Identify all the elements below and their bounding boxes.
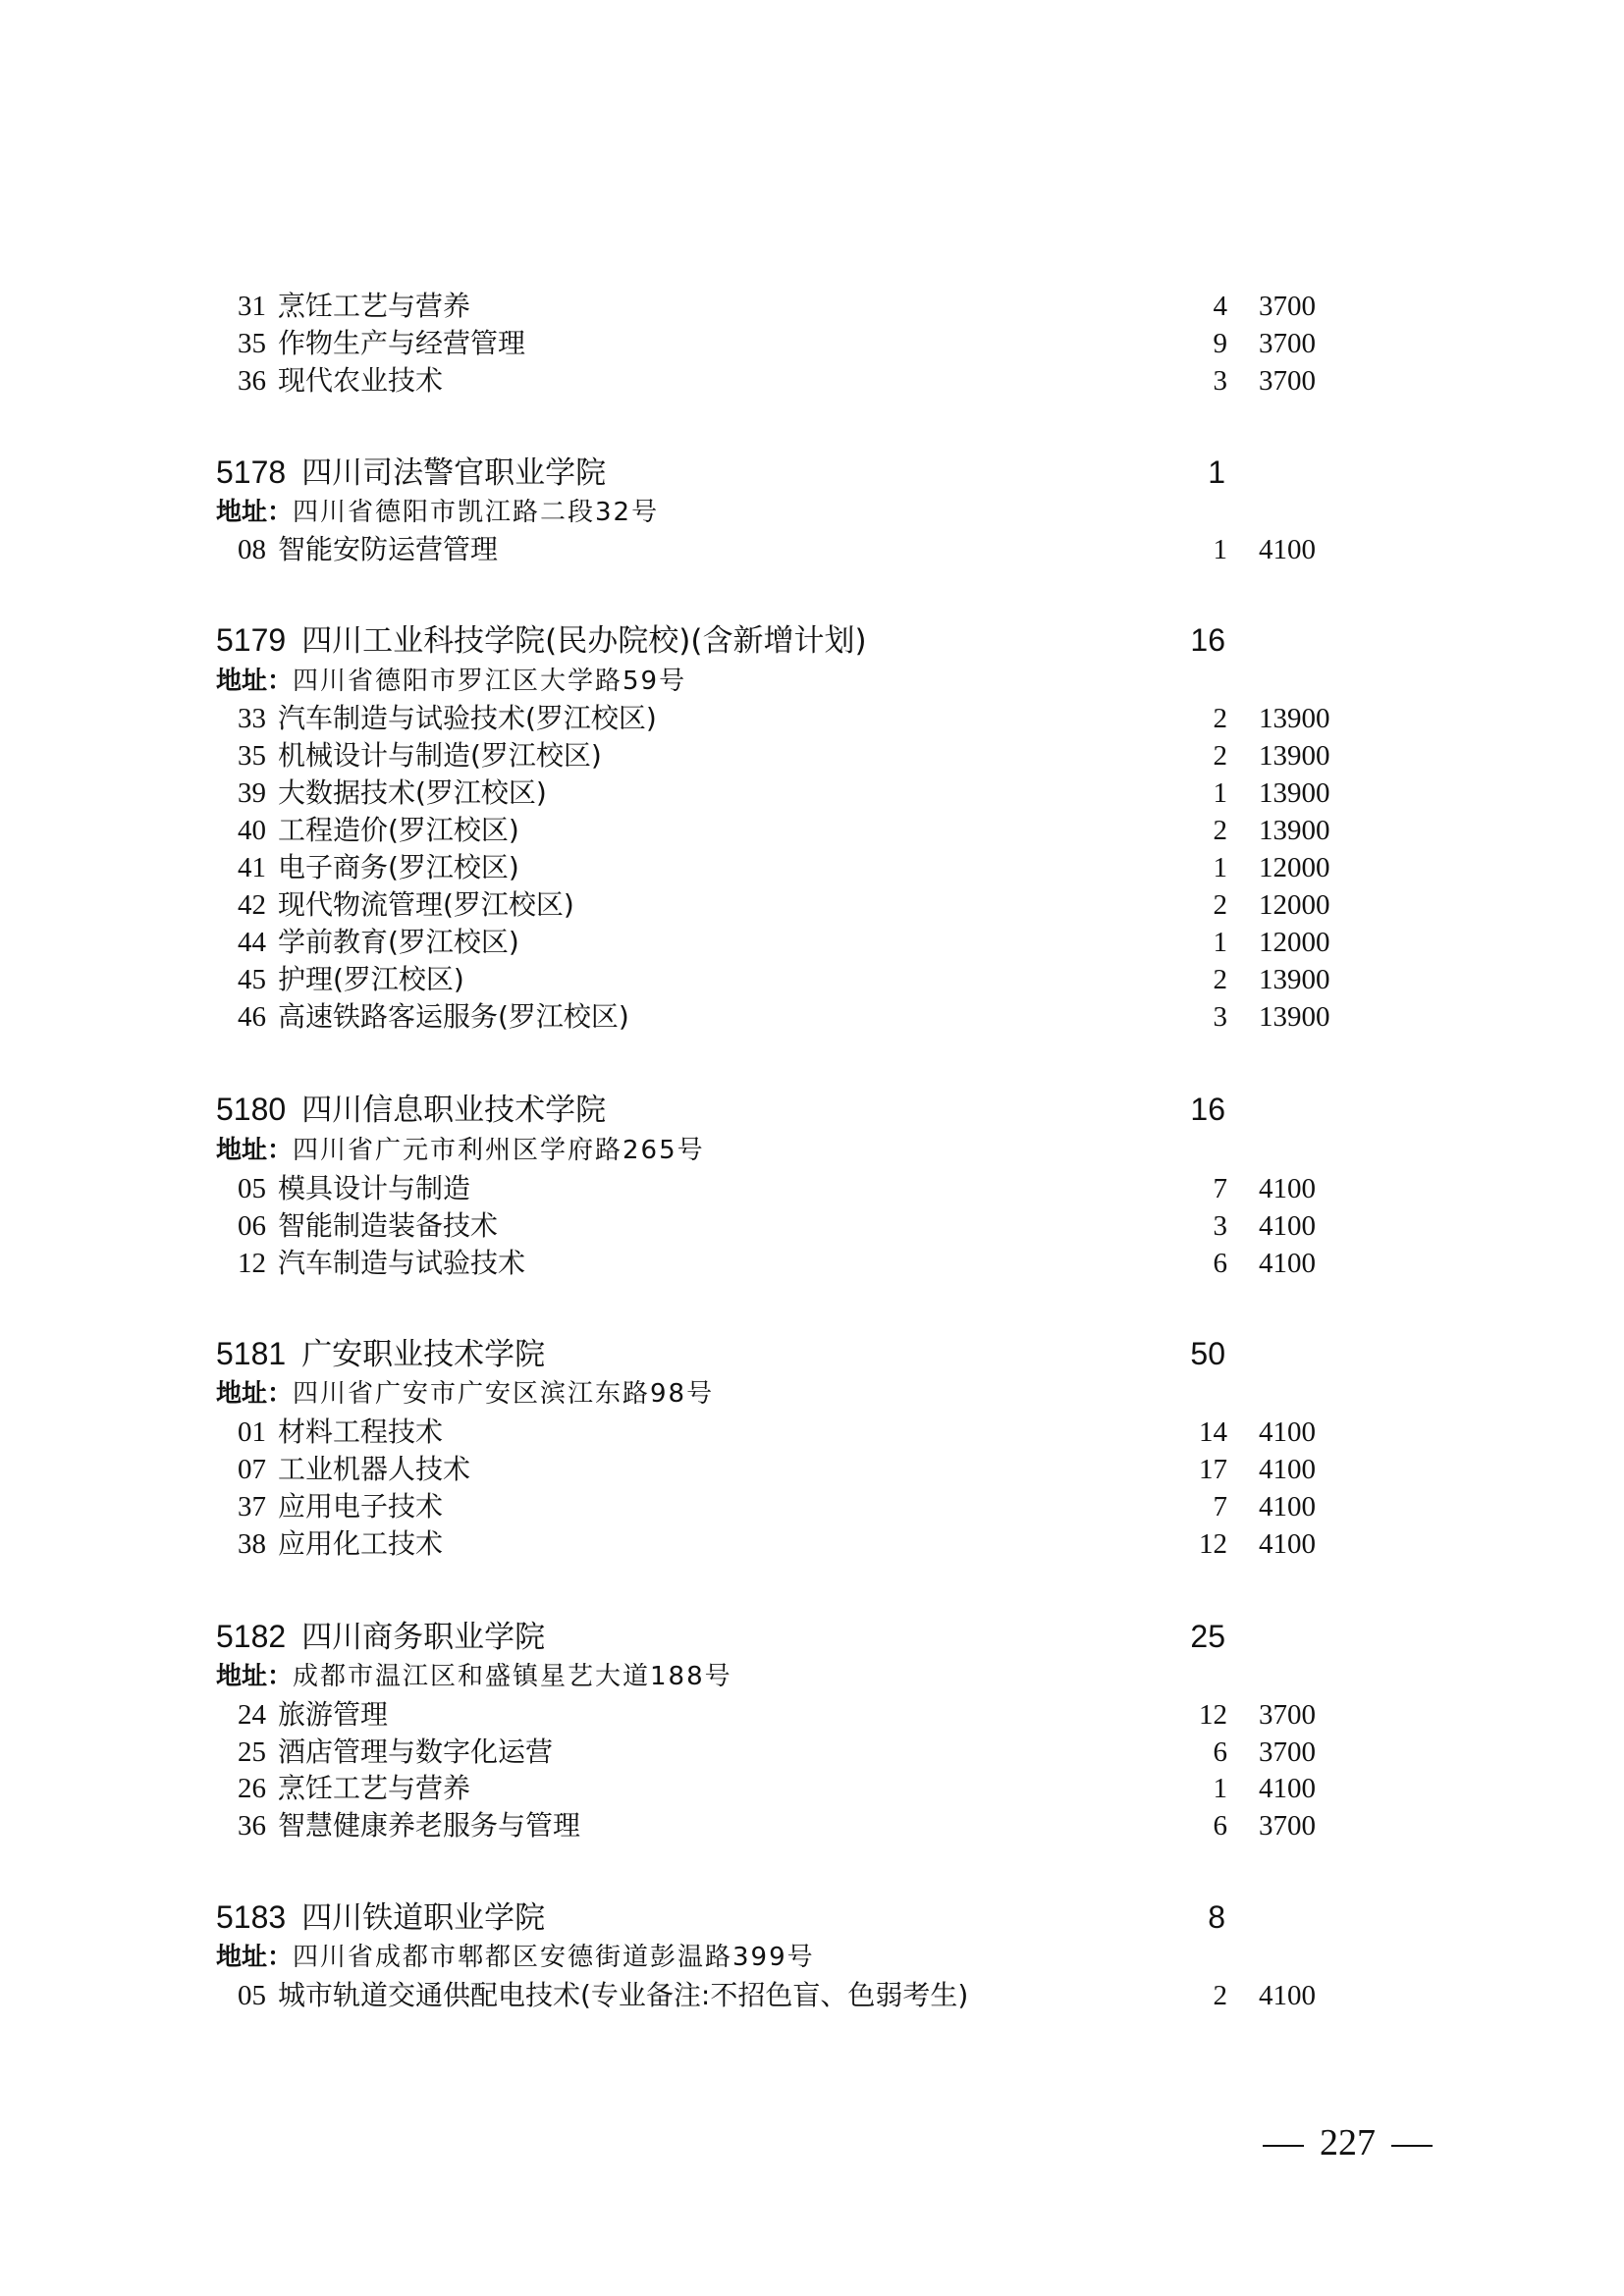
major-quota: 17	[1199, 1454, 1227, 1485]
major-code: 35	[238, 328, 266, 359]
major-code: 01	[238, 1416, 266, 1448]
major-name: 烹饪工艺与营养	[278, 1772, 471, 1804]
major-row	[0, 812, 1624, 849]
major-fee: 3700	[1259, 1736, 1316, 1768]
major-code: 40	[238, 815, 266, 846]
major-name: 材料工程技术	[278, 1415, 444, 1448]
major-name: 模具设计与制造	[278, 1172, 471, 1204]
major-row	[0, 998, 1624, 1036]
major-row	[0, 886, 1624, 924]
major-fee: 12000	[1259, 852, 1330, 883]
major-row	[0, 1977, 1624, 2014]
major-quota: 7	[1213, 1173, 1227, 1204]
major-fee: 13900	[1259, 777, 1330, 809]
major-row	[0, 1696, 1624, 1734]
major-row	[0, 1734, 1624, 1771]
school-code: 5181	[216, 1336, 287, 1371]
school-total: 16	[1190, 1092, 1225, 1127]
major-quota: 1	[1213, 852, 1227, 883]
school-code: 5182	[216, 1619, 287, 1654]
school-heading	[216, 1088, 606, 1131]
major-fee: 12000	[1259, 927, 1330, 958]
major-fee: 13900	[1259, 964, 1330, 995]
school-total: 25	[1190, 1619, 1225, 1654]
major-quota: 1	[1213, 777, 1227, 809]
dash-left	[1263, 2145, 1304, 2147]
major-quota: 6	[1213, 1810, 1227, 1842]
major-row	[0, 1414, 1624, 1451]
school-address	[216, 1375, 714, 1413]
major-quota: 4	[1213, 291, 1227, 322]
school-address	[216, 494, 659, 531]
school-heading	[216, 1332, 545, 1375]
major-fee: 12000	[1259, 889, 1330, 921]
school-total: 8	[1208, 1899, 1225, 1935]
major-code: 24	[238, 1699, 266, 1731]
major-row	[0, 1525, 1624, 1563]
school-name: 四川商务职业学院	[301, 1620, 546, 1655]
major-name: 汽车制造与试验技术(罗江校区)	[278, 702, 657, 734]
major-name: 汽车制造与试验技术	[278, 1247, 526, 1279]
major-quota: 3	[1213, 365, 1227, 397]
major-row	[0, 700, 1624, 737]
major-code: 33	[238, 703, 266, 734]
page-number-text: 227	[1320, 2122, 1376, 2163]
major-code: 05	[238, 1980, 266, 2011]
major-quota: 3	[1213, 1210, 1227, 1242]
major-fee: 4100	[1259, 1491, 1316, 1522]
major-quota: 12	[1199, 1699, 1227, 1731]
address-label: 地址：	[216, 1943, 294, 1972]
major-fee: 4100	[1259, 1248, 1316, 1279]
major-code: 38	[238, 1528, 266, 1560]
major-fee: 13900	[1259, 740, 1330, 772]
school-total: 16	[1190, 622, 1225, 658]
major-code: 46	[238, 1001, 266, 1033]
address-text: 四川省德阳市罗江区大学路59号	[293, 667, 687, 696]
major-row	[0, 531, 1624, 568]
major-row	[0, 924, 1624, 961]
major-name: 应用化工技术	[278, 1527, 444, 1560]
major-name: 城市轨道交通供配电技术(专业备注:不招色盲、色弱考生)	[278, 1979, 969, 2011]
major-fee: 4100	[1259, 1773, 1316, 1804]
school-code: 5179	[216, 622, 287, 658]
major-code: 08	[238, 534, 266, 565]
major-code: 39	[238, 777, 266, 809]
dash-right	[1391, 2145, 1433, 2147]
major-row	[0, 737, 1624, 774]
major-name: 智能安防运营管理	[278, 533, 499, 565]
major-code: 37	[238, 1491, 266, 1522]
major-row	[0, 1170, 1624, 1207]
major-name: 工业机器人技术	[278, 1453, 471, 1485]
major-fee: 3700	[1259, 1810, 1316, 1842]
major-fee: 4100	[1259, 1528, 1316, 1560]
major-quota: 14	[1199, 1416, 1227, 1448]
major-row	[0, 774, 1624, 812]
major-code: 25	[238, 1736, 266, 1768]
major-quota: 2	[1213, 964, 1227, 995]
address-label: 地址：	[216, 498, 294, 527]
major-quota: 7	[1213, 1491, 1227, 1522]
major-code: 45	[238, 964, 266, 995]
major-code: 06	[238, 1210, 266, 1242]
major-name: 学前教育(罗江校区)	[278, 926, 519, 958]
school-code: 5183	[216, 1899, 287, 1935]
major-name: 电子商务(罗江校区)	[278, 851, 519, 883]
major-row	[0, 1451, 1624, 1488]
address-label: 地址：	[216, 667, 294, 696]
school-address	[216, 1658, 732, 1695]
major-row	[0, 1488, 1624, 1525]
major-name: 现代物流管理(罗江校区)	[278, 888, 574, 921]
major-code: 05	[238, 1173, 266, 1204]
major-code: 07	[238, 1454, 266, 1485]
school-address	[216, 1132, 705, 1169]
major-name: 应用电子技术	[278, 1490, 444, 1522]
address-text: 四川省德阳市凯江路二段32号	[293, 498, 660, 527]
major-name: 护理(罗江校区)	[278, 963, 464, 995]
school-name: 四川工业科技学院(民办院校)(含新增计划)	[301, 623, 867, 659]
school-address	[216, 663, 686, 700]
major-quota: 2	[1213, 815, 1227, 846]
major-row	[0, 1770, 1624, 1807]
major-fee: 3700	[1259, 1699, 1316, 1731]
major-row	[0, 849, 1624, 886]
major-quota: 3	[1213, 1001, 1227, 1033]
address-text: 成都市温江区和盛镇星艺大道188号	[293, 1662, 732, 1691]
school-heading	[216, 451, 606, 494]
address-label: 地址：	[216, 1662, 294, 1691]
major-fee: 4100	[1259, 1454, 1316, 1485]
major-quota: 1	[1213, 927, 1227, 958]
major-name: 智慧健康养老服务与管理	[278, 1809, 581, 1842]
major-code: 35	[238, 740, 266, 772]
address-text: 四川省广安市广安区滨江东路98号	[293, 1379, 715, 1409]
major-fee: 13900	[1259, 703, 1330, 734]
school-total: 50	[1190, 1336, 1225, 1371]
major-quota: 6	[1213, 1736, 1227, 1768]
major-row	[0, 1807, 1624, 1844]
major-name: 机械设计与制造(罗江校区)	[278, 739, 602, 772]
school-name: 广安职业技术学院	[301, 1337, 546, 1372]
major-name: 烹饪工艺与营养	[278, 290, 471, 322]
major-quota: 2	[1213, 740, 1227, 772]
major-fee: 3700	[1259, 365, 1316, 397]
major-name: 旅游管理	[278, 1698, 389, 1731]
major-fee: 4100	[1259, 1980, 1316, 2011]
address-text: 四川省成都市郫都区安德街道彭温路399号	[293, 1943, 815, 1972]
major-row	[0, 1207, 1624, 1245]
major-fee: 4100	[1259, 1416, 1316, 1448]
major-quota: 2	[1213, 1980, 1227, 2011]
major-row	[0, 362, 1624, 400]
major-name: 工程造价(罗江校区)	[278, 814, 519, 846]
major-name: 大数据技术(罗江校区)	[278, 776, 547, 809]
school-heading	[216, 1896, 545, 1939]
school-address	[216, 1939, 815, 1976]
school-total: 1	[1208, 454, 1225, 490]
major-code: 41	[238, 852, 266, 883]
major-row	[0, 961, 1624, 998]
school-heading	[216, 618, 867, 662]
major-fee: 13900	[1259, 1001, 1330, 1033]
page-number	[1247, 2118, 1448, 2167]
major-code: 44	[238, 927, 266, 958]
major-fee: 4100	[1259, 1173, 1316, 1204]
address-text: 四川省广元市利州区学府路265号	[293, 1136, 705, 1165]
major-code: 36	[238, 1810, 266, 1842]
school-name: 四川信息职业技术学院	[301, 1093, 607, 1128]
major-fee: 4100	[1259, 1210, 1316, 1242]
school-name: 四川司法警官职业学院	[301, 455, 607, 491]
major-quota: 1	[1213, 1773, 1227, 1804]
major-code: 36	[238, 365, 266, 397]
major-fee: 3700	[1259, 291, 1316, 322]
major-name: 酒店管理与数字化运营	[278, 1735, 554, 1768]
major-code: 26	[238, 1773, 266, 1804]
major-row	[0, 288, 1624, 325]
school-heading	[216, 1615, 545, 1658]
major-row	[0, 325, 1624, 362]
major-fee: 13900	[1259, 815, 1330, 846]
major-name: 智能制造装备技术	[278, 1209, 499, 1242]
school-code: 5180	[216, 1092, 287, 1127]
major-fee: 4100	[1259, 534, 1316, 565]
major-name: 高速铁路客运服务(罗江校区)	[278, 1000, 629, 1033]
major-fee: 3700	[1259, 328, 1316, 359]
major-code: 12	[238, 1248, 266, 1279]
major-code: 42	[238, 889, 266, 921]
major-quota: 2	[1213, 703, 1227, 734]
major-quota: 6	[1213, 1248, 1227, 1279]
major-quota: 2	[1213, 889, 1227, 921]
major-name: 现代农业技术	[278, 364, 444, 397]
major-code: 31	[238, 291, 266, 322]
address-label: 地址：	[216, 1379, 294, 1409]
major-quota: 9	[1213, 328, 1227, 359]
major-quota: 1	[1213, 534, 1227, 565]
major-row	[0, 1245, 1624, 1282]
school-name: 四川铁道职业学院	[301, 1900, 546, 1936]
major-quota: 12	[1199, 1528, 1227, 1560]
major-name: 作物生产与经营管理	[278, 327, 526, 359]
school-code: 5178	[216, 454, 287, 490]
address-label: 地址：	[216, 1136, 294, 1165]
